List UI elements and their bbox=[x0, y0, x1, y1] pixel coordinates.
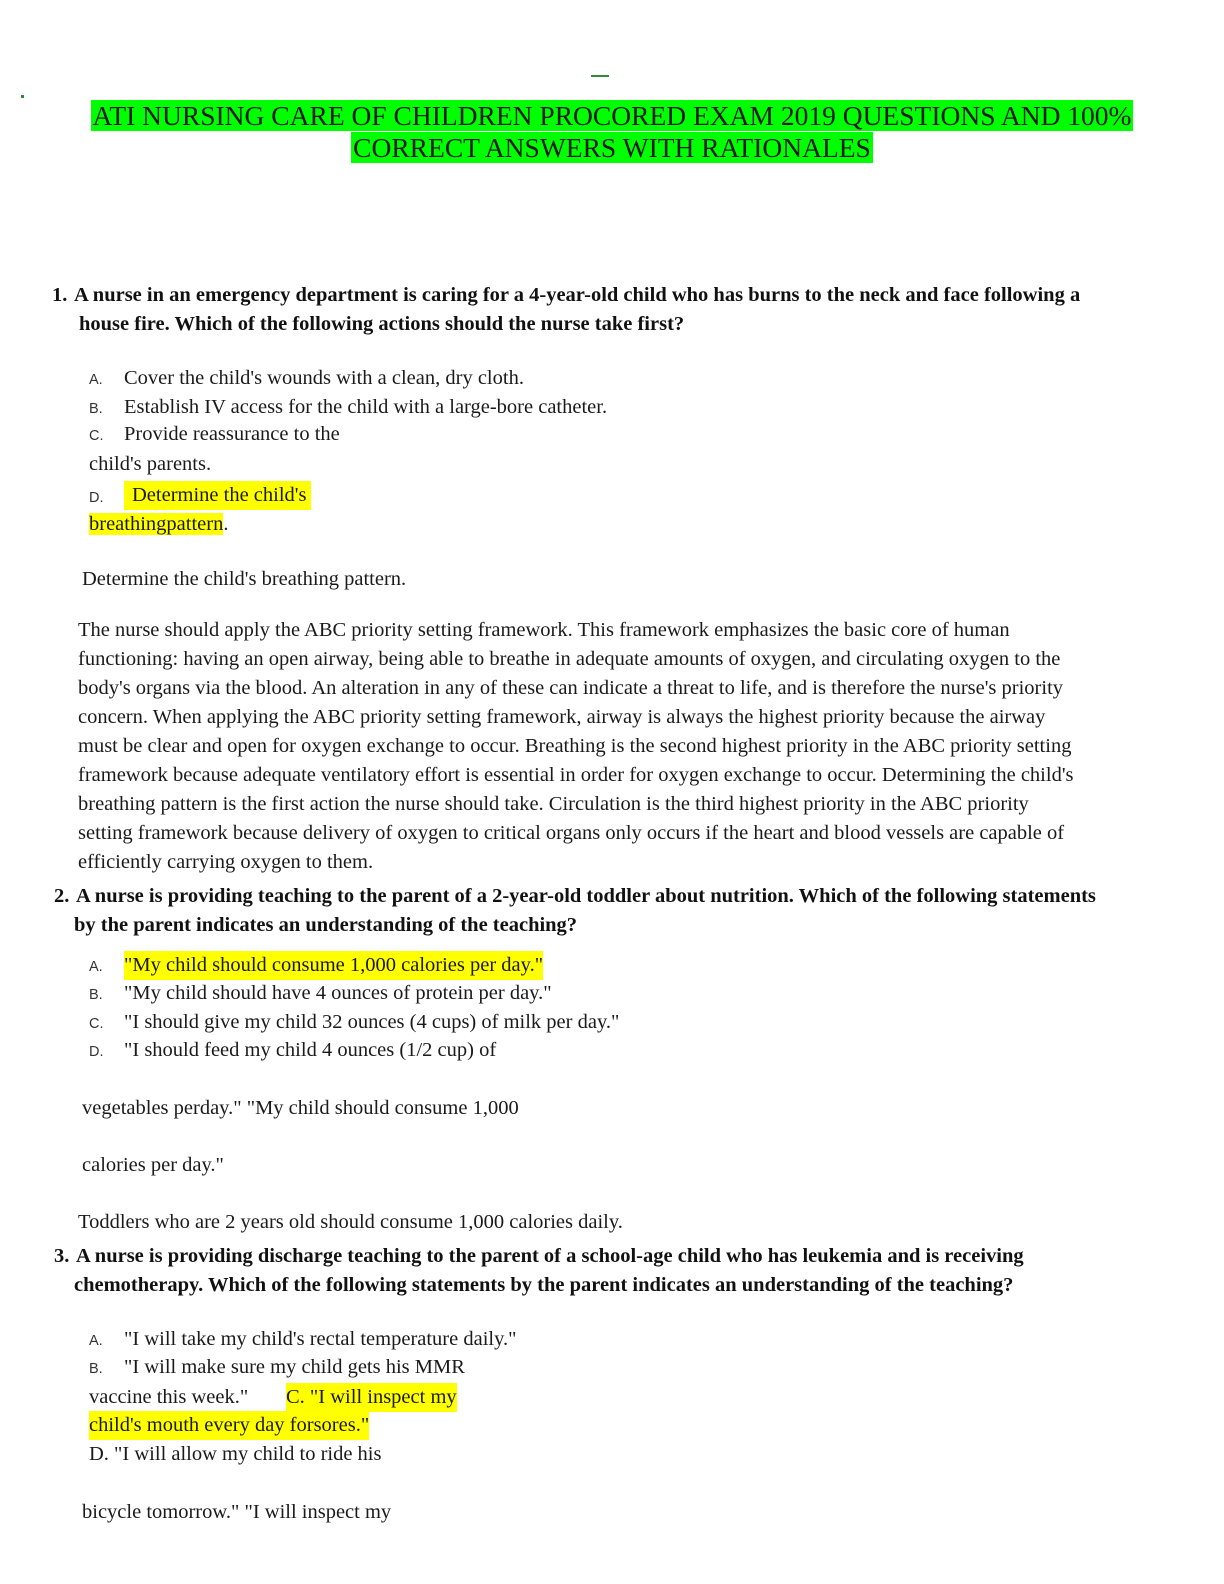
title-line-2: CORRECT ANSWERS WITH RATIONALES bbox=[353, 132, 871, 163]
option-label: B. bbox=[89, 987, 103, 1003]
rationale-line: framework because adequate ventilatory effort is essential in order for oxygen exchange to occur. Determining the child's bbox=[78, 764, 1074, 786]
q2-option-c: "I should give my child 32 ounces (4 cups) of milk per day." bbox=[124, 1011, 620, 1033]
q1-option-c-line-2: child's parents. bbox=[89, 453, 212, 475]
q1-option-a: Cover the child's wounds with a clean, dry cloth. bbox=[124, 367, 524, 389]
margin-mark bbox=[21, 95, 24, 98]
q3-option-a: "I will take my child's rectal temperature daily." bbox=[124, 1328, 517, 1350]
q1-correct-highlight: breathingpattern bbox=[89, 513, 224, 535]
q2-rationale: Toddlers who are 2 years old should consume 1,000 calories daily. bbox=[78, 1211, 623, 1233]
question-2-line-1: A nurse is providing teaching to the parent of a 2-year-old toddler about nutrition. Which of the following statements bbox=[76, 885, 1096, 907]
rationale-line: must be clear and open for oxygen exchange to occur. Breathing is the second highest priority in the ABC priority setting bbox=[78, 735, 1072, 757]
q1-option-d-tail: . bbox=[223, 513, 229, 535]
question-3 bbox=[54, 1242, 1186, 1300]
q1-option-d-line-1: Determine the child's bbox=[124, 481, 311, 510]
question-number: 3. bbox=[54, 1245, 70, 1267]
question-2-line-2: by the parent indicates an understanding of the teaching? bbox=[74, 914, 578, 936]
rationale-line: functioning: having an open airway, being able to breathe in adequate amounts of oxygen, and circulating oxygen to the bbox=[78, 648, 1061, 670]
q1-answer: Determine the child's breathing pattern. bbox=[82, 568, 407, 590]
q3-option-d: D. "I will allow my child to ride his bbox=[89, 1443, 382, 1465]
rationale-line: breathing pattern is the first action the nurse should take. Circulation is the third highest priority in the ABC priority bbox=[78, 793, 1029, 815]
rationale-line: efficiently carrying oxygen to them. bbox=[78, 851, 374, 873]
option-label: B. bbox=[89, 1361, 103, 1377]
q3-option-c-line-1: C. "I will inspect my bbox=[286, 1383, 457, 1412]
option-label: A. bbox=[89, 372, 103, 388]
option-label: A. bbox=[89, 1333, 103, 1349]
option-label: C. bbox=[89, 428, 104, 444]
option-label: C. bbox=[89, 1016, 104, 1032]
q3-option-b-line-2: vaccine this week." bbox=[89, 1386, 249, 1408]
question-3-line-1: A nurse is providing discharge teaching to the parent of a school-age child who has leukemia and is receiving bbox=[76, 1245, 1024, 1267]
option-label: D. bbox=[89, 490, 104, 506]
q1-rationale bbox=[78, 616, 1198, 877]
rationale-line: concern. When applying the ABC priority setting framework, airway is always the highest priority because the airway bbox=[78, 706, 1046, 728]
q3-option-b-line-1: "I will make sure my child gets his MMR bbox=[124, 1356, 465, 1378]
title-line-1: ATI NURSING CARE OF CHILDREN PROCORED EXAM 2019 QUESTIONS AND 100% bbox=[92, 100, 1132, 131]
q3-continuation-1: bicycle tomorrow." "I will inspect my bbox=[82, 1501, 392, 1523]
option-label: B. bbox=[89, 401, 103, 417]
question-1-line-1: A nurse in an emergency department is caring for a 4-year-old child who has burns to the neck and face following a bbox=[74, 284, 1081, 306]
header-dash bbox=[591, 75, 609, 77]
q2-continuation-2: calories per day." bbox=[82, 1154, 224, 1176]
q2-option-b: "My child should have 4 ounces of protein per day." bbox=[124, 982, 552, 1004]
question-3-line-2: chemotherapy. Which of the following statements by the parent indicates an understanding of the teaching? bbox=[74, 1274, 1014, 1296]
q1-option-d-line-2 bbox=[89, 510, 228, 539]
q3-option-c-line-2: child's mouth every day forsores." bbox=[89, 1411, 369, 1440]
question-2 bbox=[54, 882, 1186, 940]
rationale-line: The nurse should apply the ABC priority setting framework. This framework emphasizes the basic core of human bbox=[78, 619, 1010, 641]
option-label: D. bbox=[89, 1044, 104, 1060]
q2-option-a: "My child should consume 1,000 calories per day." bbox=[124, 951, 543, 980]
question-1 bbox=[52, 281, 1184, 339]
option-label: A. bbox=[89, 959, 103, 975]
question-number: 1. bbox=[52, 284, 68, 306]
q1-option-c-line-1: Provide reassurance to the bbox=[124, 423, 340, 445]
q1-option-b: Establish IV access for the child with a large-bore catheter. bbox=[124, 396, 608, 418]
document-title bbox=[0, 100, 1224, 164]
question-number: 2. bbox=[54, 885, 70, 907]
rationale-line: body's organs via the blood. An alteration in any of these can indicate a threat to life, and is therefore the nurse's priority bbox=[78, 677, 1064, 699]
question-1-line-2: house fire. Which of the following actions should the nurse take first? bbox=[79, 313, 685, 335]
q2-option-d: "I should feed my child 4 ounces (1/2 cup) of bbox=[124, 1039, 497, 1061]
rationale-line: setting framework because delivery of oxygen to critical organs only occurs if the heart and blood vessels are capable of bbox=[78, 822, 1065, 844]
q2-continuation-1: vegetables perday." "My child should consume 1,000 bbox=[82, 1097, 519, 1119]
